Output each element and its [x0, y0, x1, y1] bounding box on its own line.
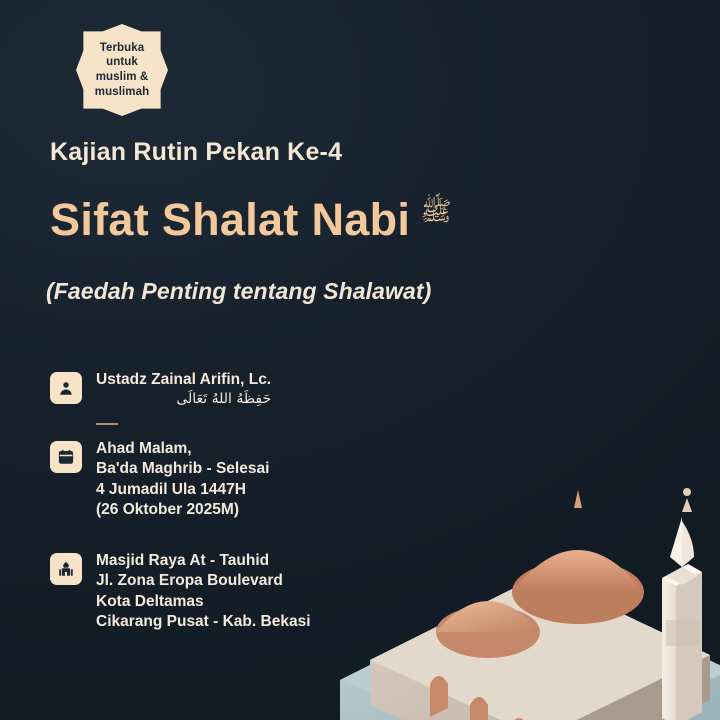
schedule-line-4: (26 Oktober 2025M) [96, 501, 239, 519]
location-row [50, 551, 390, 633]
location-line-2: Jl. Zona Eropa Boulevard [96, 572, 283, 590]
speaker-text [96, 370, 271, 409]
info-list [50, 370, 390, 641]
sallallahu-alayhi-wasallam-glyph: ﷺ [420, 197, 452, 227]
location-line-3: Kota Deltamas [96, 592, 204, 610]
mosque-icon [50, 553, 82, 585]
schedule-line-3: 4 Jumadil Ula 1447H [96, 480, 246, 498]
badge-line-1: Terbuka [99, 41, 145, 54]
badge-line-4: muslimah [94, 85, 150, 98]
subtitle-text: (Faedah Penting tentang Shalawat) [46, 278, 432, 304]
speaker-row [50, 370, 390, 409]
kicker-text: Kajian Rutin Pekan Ke-4 [50, 138, 343, 166]
calendar-icon [50, 441, 82, 473]
badge-text [95, 41, 149, 100]
schedule-line-2: Ba'da Maghrib - Selesai [96, 460, 270, 478]
page-title: Sifat Shalat Nabi [50, 194, 411, 245]
speaker-honorific: حَفِظَهُ اللهُ تَعَالَى [176, 391, 272, 408]
speaker-name: Ustadz Zainal Arifin, Lc. [96, 371, 272, 388]
schedule-line-1: Ahad Malam, [96, 439, 192, 457]
schedule-text [96, 439, 269, 521]
schedule-row [50, 439, 390, 521]
badge-line-3: muslim & [95, 71, 149, 83]
location-line-1: Masjid Raya At - Tauhid [96, 551, 270, 569]
title-row [50, 196, 452, 243]
user-icon [50, 372, 82, 404]
location-text [96, 551, 311, 633]
location-line-4: Cikarang Pusat - Kab. Bekasi [96, 613, 311, 631]
badge-line-2: untuk [106, 56, 138, 69]
open-for-badge [76, 24, 168, 116]
divider-1 [96, 423, 118, 425]
